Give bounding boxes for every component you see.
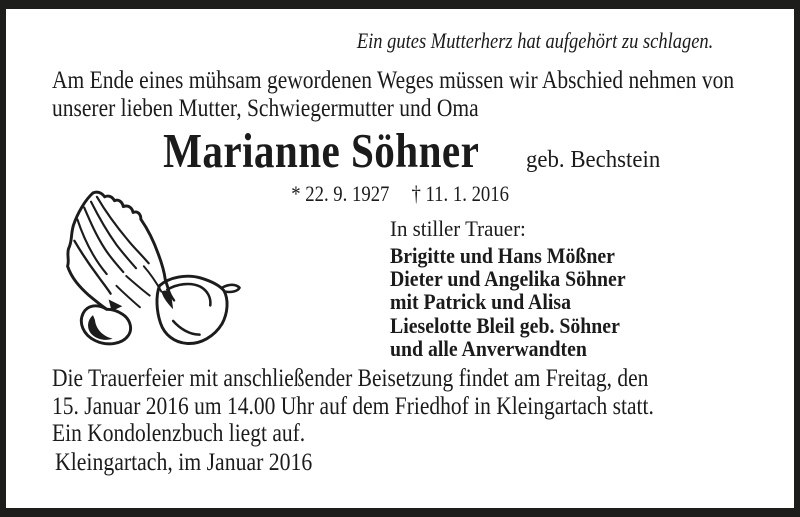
funeral-info [52, 365, 752, 448]
mourners-list [390, 244, 652, 360]
intro-text-line: unserer lieben Mutter, Schwiegermutter und Oma [52, 95, 479, 122]
place-and-date: Kleingartach, im Januar 2016 [55, 449, 313, 476]
memorial-quote [289, 28, 713, 54]
maiden-name: geb. Bechstein [525, 147, 660, 173]
mourner-line: und alle Anverwandten [390, 335, 587, 361]
mourner-line: mit Patrick und Alisa [390, 289, 571, 315]
death-date: † 11. 1. 2016 [411, 181, 509, 206]
funeral-info-line: Ein Kondolenzbuch liegt auf. [52, 420, 306, 447]
mourner-line: Lieselotte Bleil geb. Söhner [390, 312, 620, 338]
memorial-quote-text: Ein gutes Mutterherz hat aufgehört zu schlagen. [356, 28, 713, 53]
funeral-info-line: 15. Januar 2016 um 14.00 Uhr auf dem Friedhof in Kleingartach statt. [52, 392, 654, 420]
mourning-block [390, 217, 652, 360]
intro-text-line: Am Ende eines mühsam gewordenen Weges müssen wir Abschied nehmen von [52, 67, 735, 94]
mourner-line: Brigitte und Hans Mößner [390, 243, 615, 268]
deceased-name: Marianne Söhner [163, 123, 480, 178]
mourning-label: In stiller Trauer: [390, 216, 526, 241]
intro-text [52, 67, 800, 123]
funeral-info-line: Die Trauerfeier mit anschließender Beisetzung findet am Freitag, den [52, 365, 649, 392]
praying-hands-image [50, 190, 265, 362]
birth-date: * 22. 9. 1927 [291, 181, 390, 206]
mourner-line: Dieter und Angelika Söhner [390, 266, 626, 292]
deceased-name-row [6, 122, 794, 179]
